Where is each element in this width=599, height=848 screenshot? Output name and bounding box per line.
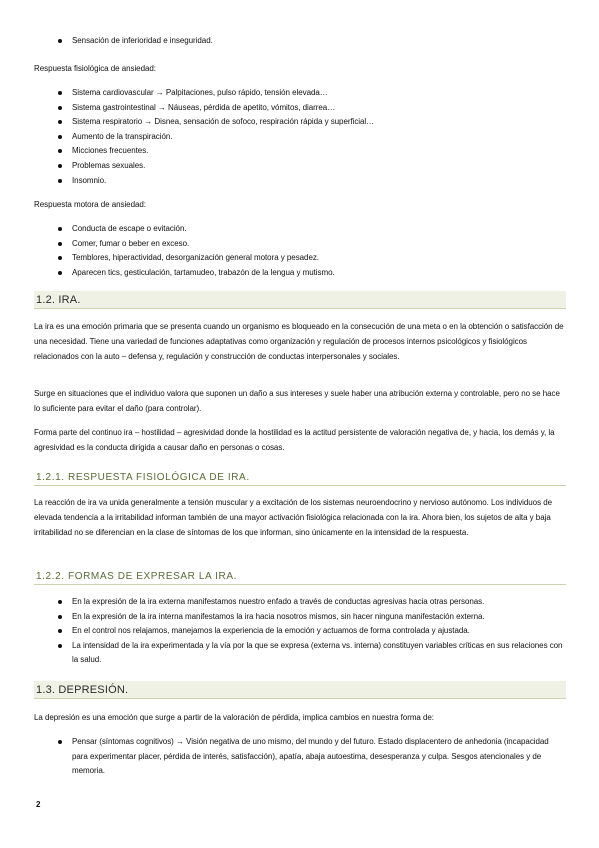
depresion-paragraph: La depresión es una emoción que surge a partir de la valoración de pérdida, implica cambios en nuestra forma de:	[34, 713, 434, 722]
list-item: Aparecen tics, gesticulación, tartamudeo, trabazón de la lengua y mutismo.	[34, 266, 566, 281]
list-item: Pensar (síntomas cognitivos) → Visión negativa de uno mismo, del mundo y del futuro. Estado displacentero de anhedonia (incapacidad para experimentar placer, pérdida de interés, satisfacción), apatía, abaja autoestima, desesperanza y culpa. Sesgos atencionales y de memoria.	[34, 735, 566, 779]
list-item: La intensidad de la ira experimentada y la vía por la que se expresa (externa vs. interna) constituyen variables críticas en sus relaciones con la salud.	[34, 639, 566, 668]
fisiologica-label: Respuesta fisiológica de ansiedad:	[34, 64, 156, 73]
ira-paragraph-3: Forma parte del continuo ira – hostilidad – agresividad donde la hostilidad es la actitud persistente de valoración negativa de, y hacia, los demás y, la agresividad es la conducta dirigida a causar daño en personas o cosas.	[34, 428, 555, 452]
ira-paragraph-1: La ira es una emoción primaria que se presenta cuando un organismo es bloqueado en la consecución de una meta o en la obtención o satisfacción de una necesidad. Tiene una variedad de funciones adaptativas como organización y regulación de procesos internos psicológicos y fisiológicos relacionados con la auto – defensa y, regulación y construcción de conductas interpersonales y sociales.	[34, 322, 564, 361]
ira-paragraph-2: Surge en situaciones que el individuo valora que suponen un daño a sus intereses y suele haber una atribución externa y controlable, pero no se hace lo suficiente para evitar el daño (para controlar).	[34, 389, 560, 413]
respuesta-ira-paragraph: La reacción de ira va unida generalmente a tensión muscular y a excitación de los sistemas neuroendocrino y nervioso autónomo. Los individuos de elevada tendencia a la irritabilidad informan también de una mayor activación fisiológica relacionada con la ira. Ahora bien, los sujetos de alta y baja irritabilidad no se diferencian en la clase de síntomas de los que informan, sino únicamente en la intensidad de la respuesta.	[34, 498, 552, 537]
list-item: Conducta de escape o evitación.	[34, 222, 566, 237]
page-number: 2	[36, 800, 41, 809]
list-item: Comer, fumar o beber en exceso.	[34, 237, 566, 252]
intro-list	[34, 34, 566, 49]
subsection-heading-respuesta-ira: 1.2.1. RESPUESTA FISIOLÓGICA DE IRA.	[34, 469, 566, 486]
depresion-list	[34, 735, 566, 779]
list-item: Sensación de inferioridad e inseguridad.	[34, 34, 566, 49]
list-item: Sistema gastrointestinal → Náuseas, pérdida de apetito, vómitos, diarrea…	[34, 101, 566, 116]
section-heading-depresion: 1.3. DEPRESIÓN.	[34, 681, 566, 699]
list-item: Micciones frecuentes.	[34, 144, 566, 159]
list-item: En la expresión de la ira interna manifestamos la ira hacia nosotros mismos, sin hacer ninguna manifestación externa.	[34, 610, 566, 625]
formas-ira-list	[34, 595, 566, 668]
subsection-heading-formas-ira: 1.2.2. FORMAS DE EXPRESAR LA IRA.	[34, 568, 566, 585]
list-item: En el control nos relajamos, manejamos la experiencia de la emoción y actuamos de forma controlada y ajustada.	[34, 624, 566, 639]
section-heading-ira: 1.2. IRA.	[34, 291, 566, 309]
list-item: Problemas sexuales.	[34, 159, 566, 174]
fisiologica-list	[34, 86, 566, 188]
motora-list	[34, 222, 566, 280]
list-item: En la expresión de la ira externa manifestamos nuestro enfado a través de conductas agresivas hacia otras personas.	[34, 595, 566, 610]
list-item: Aumento de la transpiración.	[34, 130, 566, 145]
list-item: Insomnio.	[34, 174, 566, 189]
motora-label: Respuesta motora de ansiedad:	[34, 200, 146, 209]
list-item: Temblores, hiperactividad, desorganización general motora y pesadez.	[34, 251, 566, 266]
list-item: Sistema cardiovascular → Palpitaciones, pulso rápido, tensión elevada…	[34, 86, 566, 101]
list-item: Sistema respiratorio → Disnea, sensación de sofoco, respiración rápida y superficial…	[34, 115, 566, 130]
